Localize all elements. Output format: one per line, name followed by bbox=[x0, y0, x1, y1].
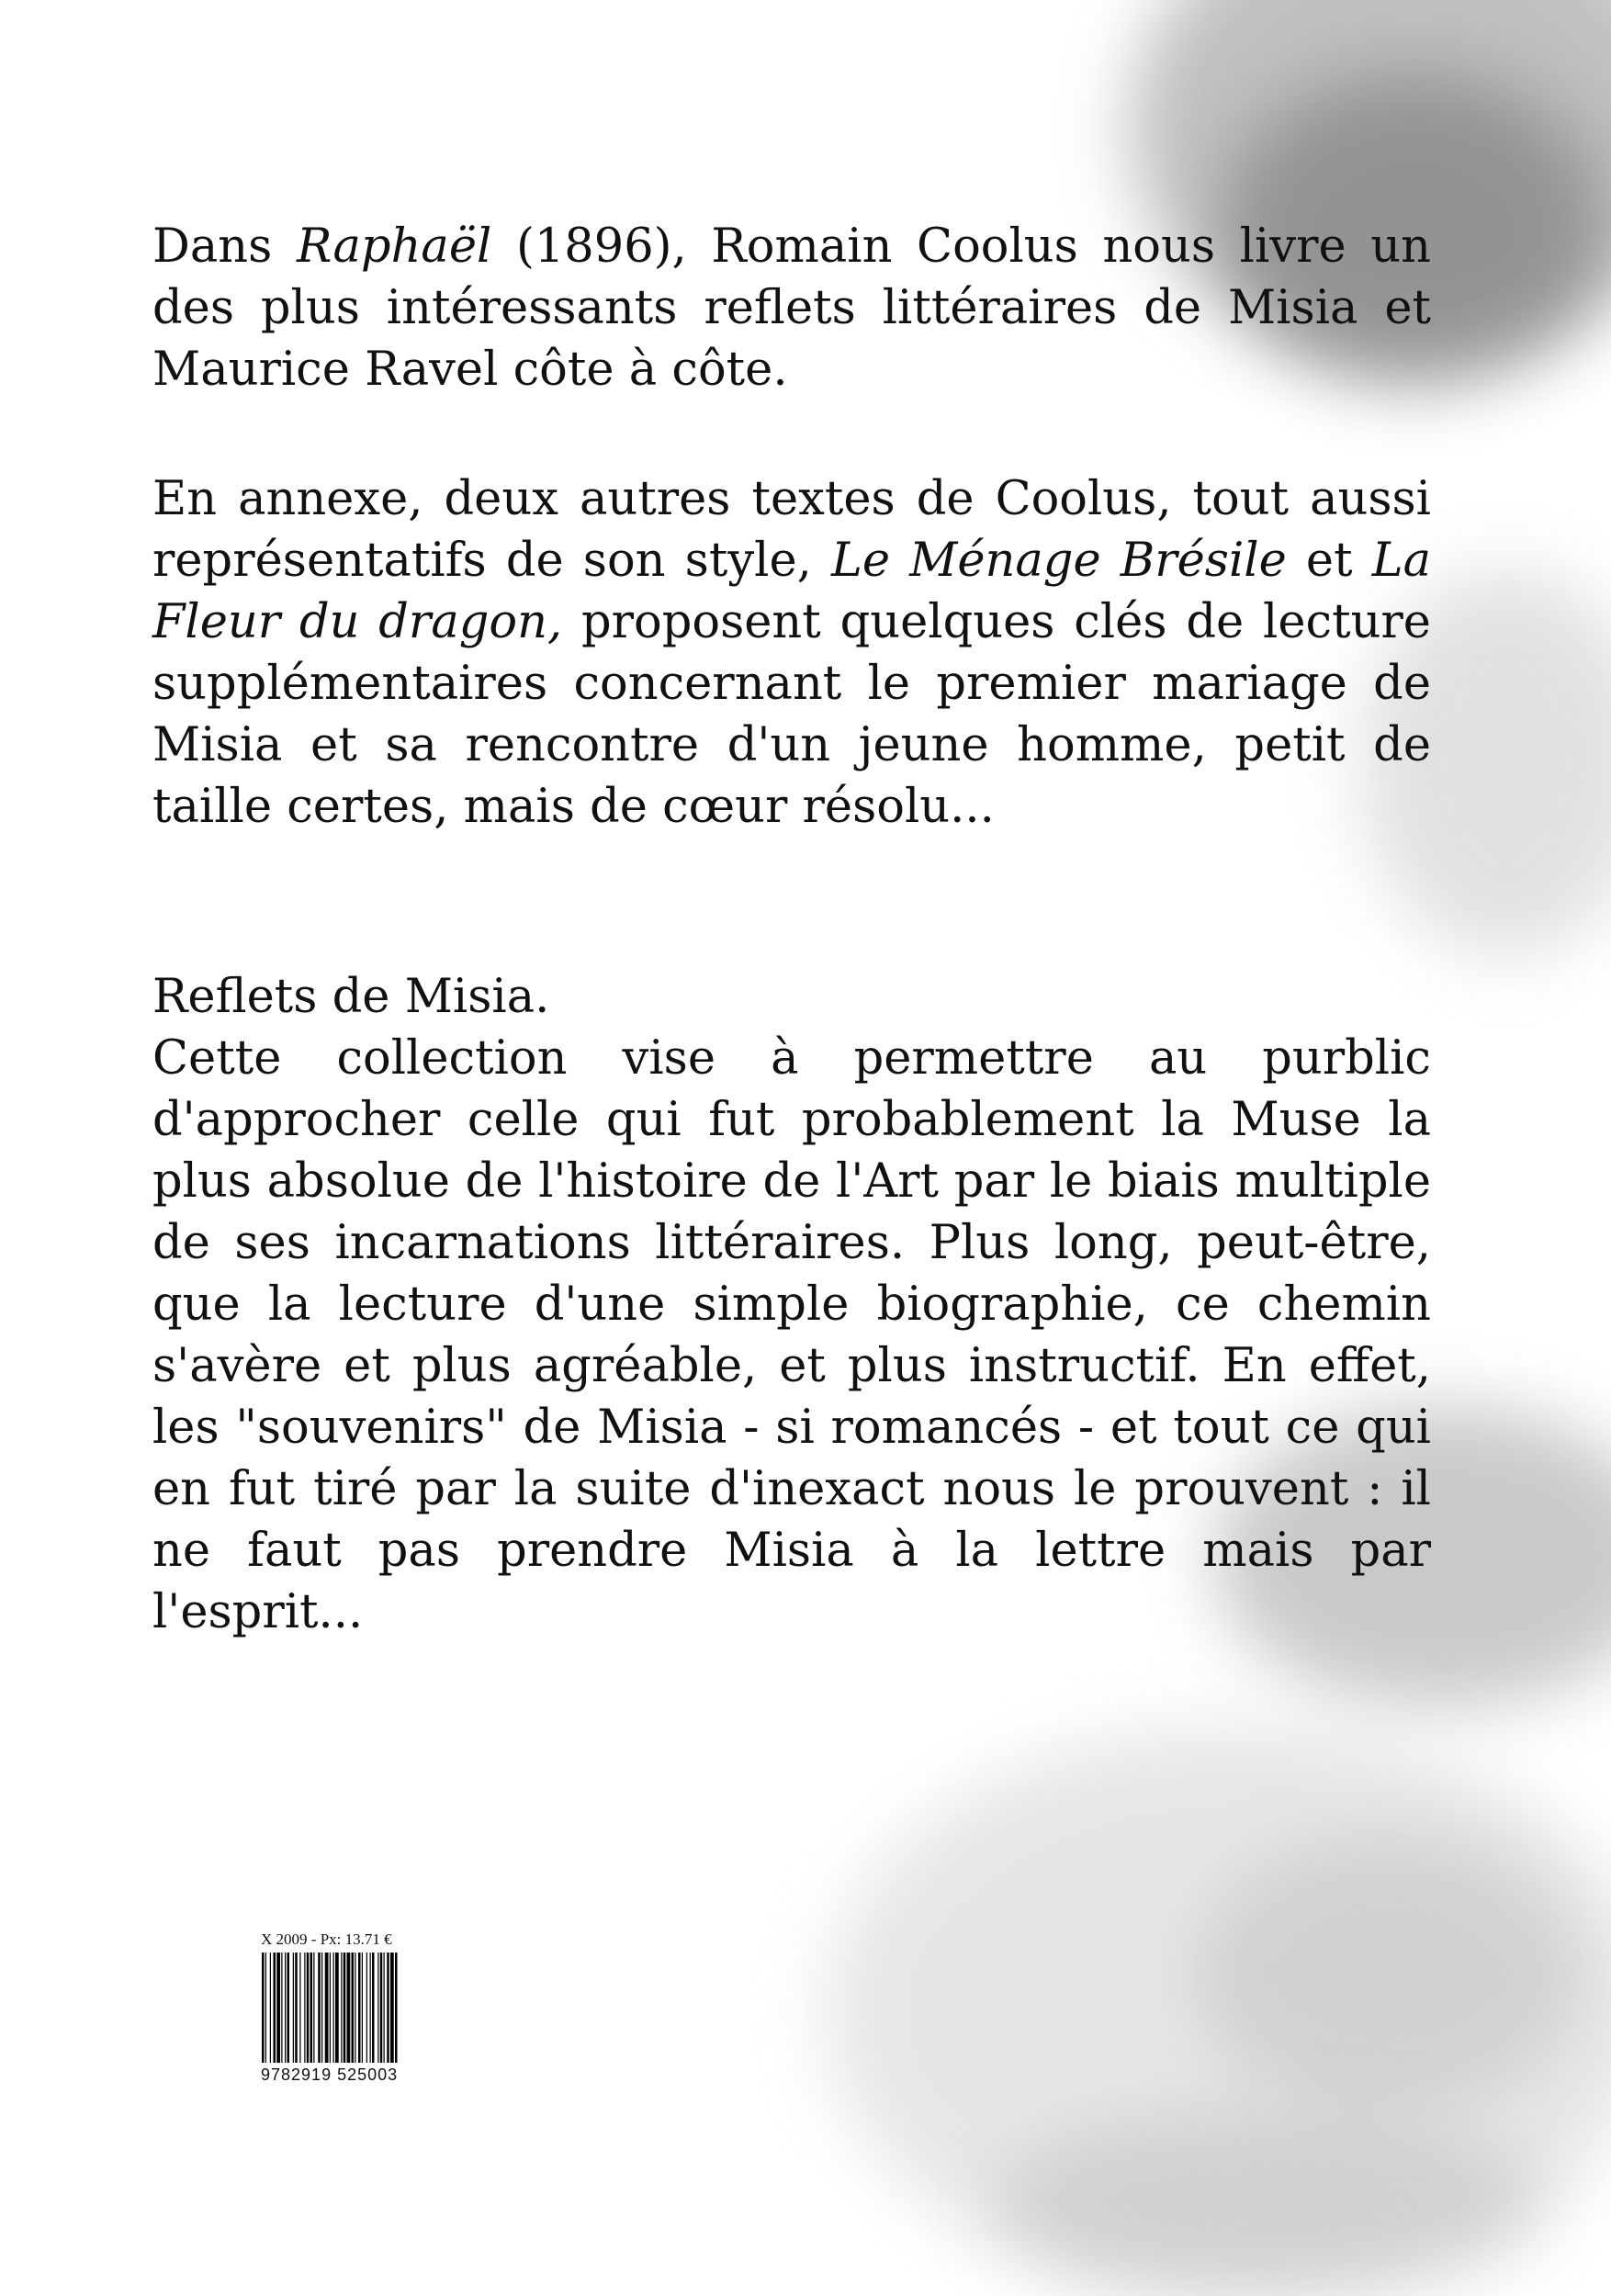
isbn-number: 9782919 525003 bbox=[261, 2065, 399, 2084]
intro-text-rest: (1896), Romain Coolus nous livre un des plus intéressants reflets littéraires de Misia et Maurice Ravel côte à côte. bbox=[152, 219, 1431, 397]
annex-intro: En annexe, deux autres textes de Coolus, tout aussi représentatifs de son style, bbox=[152, 472, 1431, 588]
series-description: Cette collection vise à permettre au purblic d'approcher celle qui fut probablement la Muse la plus absolue de l'histoire de l'Art par le biais multiple de ses incarnations littéraires. Plus long, peut-être, que la lecture d'une simple biographie, ce chemin s'avère et plus agréable, et plus instructif. En effet, les "souvenirs" de Misia - si romancés - et tout ce qui en fut tiré par la suite d'inexact nous le prouvent : il ne faut pas prendre Misia à la lettre mais par l'esprit... bbox=[152, 1031, 1431, 1639]
annex-connector: et bbox=[1286, 534, 1372, 588]
book-title-fleur-du-dragon: La Fleur du dragon, bbox=[152, 534, 1431, 649]
series-title: Reflets de Misia. bbox=[152, 970, 550, 1024]
book-title-raphael: Raphaël bbox=[296, 219, 492, 274]
intro-paragraph bbox=[152, 216, 1431, 400]
series-section bbox=[152, 966, 1431, 1643]
annex-rest: proposent quelques clés de lecture supplémentaires concernant le premier mariage de Misia et sa rencontre d'un jeune homme, petit de taille certes, mais de cœur résolu... bbox=[152, 595, 1431, 834]
price-line: X 2009 - Px: 13.71 € bbox=[261, 1930, 392, 1948]
barcode-block bbox=[261, 1930, 454, 2085]
book-title-menage-bresile: Le Ménage Brésile bbox=[830, 534, 1287, 588]
annex-paragraph bbox=[152, 468, 1431, 838]
barcode-image bbox=[261, 1953, 449, 2063]
intro-text-start: Dans bbox=[152, 219, 297, 274]
